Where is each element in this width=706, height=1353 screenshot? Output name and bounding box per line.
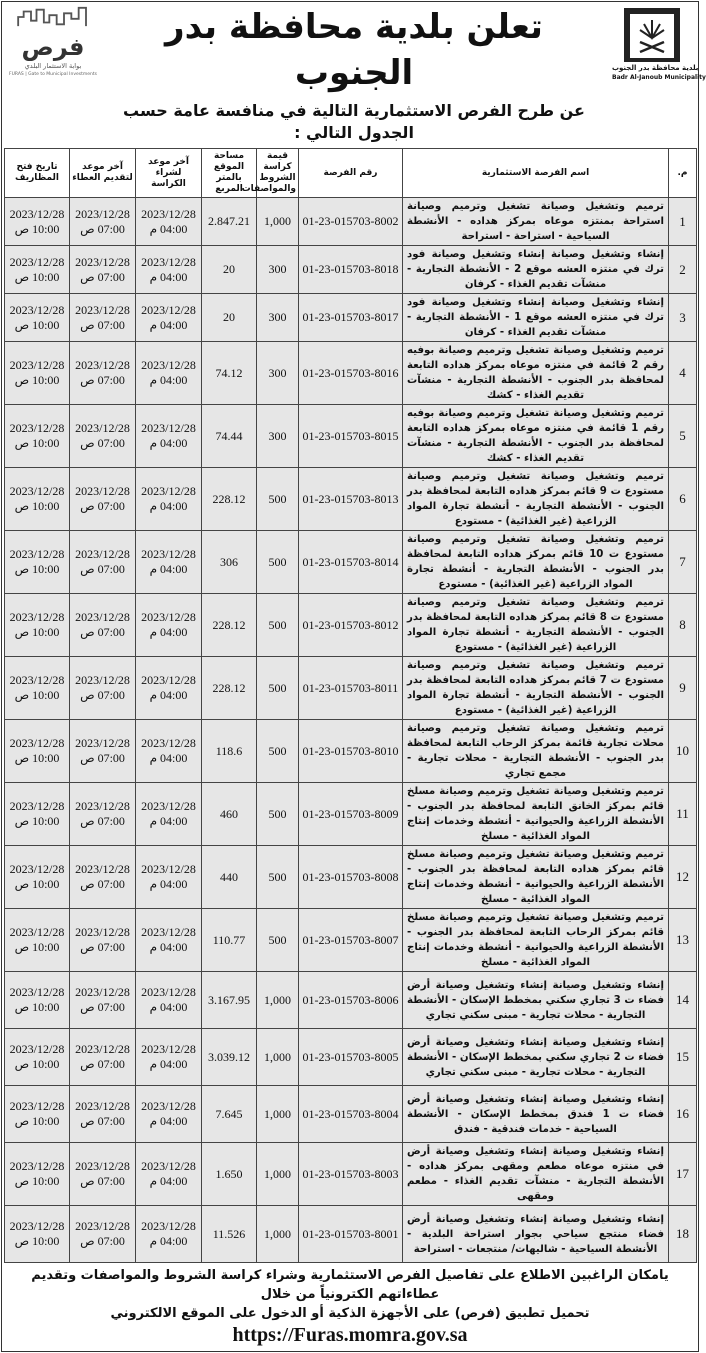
submit-deadline [70,783,136,846]
buy-deadline [136,531,202,594]
site-area: 20 [202,294,257,342]
opportunity-number: 01-23-015703-8008 [299,846,403,909]
submit-deadline-time: 07:00 ص [80,877,125,891]
submit-deadline [70,1086,136,1143]
buy-deadline-date: 2023/12/28 [141,484,196,498]
buy-deadline-time: 04:00 م [149,317,188,332]
booklet-fee: 1,000 [257,1029,299,1086]
row-index: 6 [669,468,697,531]
submit-deadline-date: 2023/12/28 [75,799,130,813]
buy-deadline [136,972,202,1029]
submit-deadline-date: 2023/12/28 [75,1099,130,1113]
opportunities-table [4,148,697,1263]
opening-date-date: 2023/12/28 [9,484,65,498]
submit-deadline [70,405,136,468]
opening-date [5,531,70,594]
buy-deadline-date: 2023/12/28 [141,985,196,999]
table-row [5,1029,697,1086]
opening-date-date: 2023/12/28 [9,254,65,269]
row-index: 16 [669,1086,697,1143]
opening-date-date: 2023/12/28 [9,1159,65,1173]
header-buy-deadline: آخر موعد لشراء الكراسة [136,149,202,198]
table-row [5,246,697,294]
opportunity-number: 01-23-015703-8017 [299,294,403,342]
submit-deadline-date: 2023/12/28 [75,358,130,372]
opening-date-date: 2023/12/28 [9,736,65,750]
buy-deadline-time: 04:00 م [149,1174,188,1188]
buy-deadline-time: 04:00 م [149,499,188,513]
table-row [5,783,697,846]
opening-date-date: 2023/12/28 [9,925,65,939]
saudi-emblem-icon [622,6,682,64]
site-area: 3.167.95 [202,972,257,1029]
opportunity-name: ترميم وتشغيل وصيانة تشغيل وترميم وصيانة مستودع ت 9 قائم بمركز هداده التابعة لمحافظة بدر الجنوب - الأنشطة التجارية - أنشطة تجارة المواد الزراعية (غير الغذائية) - مستودع [403,468,669,531]
submit-deadline-date: 2023/12/28 [75,610,130,624]
submit-deadline-time: 07:00 ص [80,1000,125,1014]
buy-deadline [136,657,202,720]
buy-deadline [136,783,202,846]
header-index: م. [669,149,697,198]
table-row [5,909,697,972]
submit-deadline [70,972,136,1029]
opening-date-date: 2023/12/28 [9,610,65,624]
buy-deadline-time: 04:00 م [149,751,188,765]
buy-deadline [136,246,202,294]
site-area: 1.650 [202,1143,257,1206]
opening-date-time: 10:00 ص [14,940,60,954]
footer-line-2: تحميل تطبيق (فرص) على الأجهزة الذكية أو الدخول على الموقع الالكتروني [110,1306,590,1321]
advertisement-frame [1,1,706,1352]
submit-deadline-time: 07:00 ص [80,269,125,284]
opening-date-time: 10:00 ص [14,1000,60,1014]
submit-deadline-time: 07:00 ص [80,814,125,828]
buy-deadline-date: 2023/12/28 [141,610,196,624]
header-number: رقم الفرصة [299,149,403,198]
opening-date-date: 2023/12/28 [9,673,65,687]
site-area: 228.12 [202,594,257,657]
buy-deadline [136,342,202,405]
opening-date [5,846,70,909]
table-row [5,1086,697,1143]
opening-date-date: 2023/12/28 [9,1042,65,1056]
opening-date [5,720,70,783]
row-index: 2 [669,246,697,294]
booklet-fee: 1,000 [257,972,299,1029]
opportunity-number: 01-23-015703-8015 [299,405,403,468]
booklet-fee: 1,000 [257,1206,299,1263]
row-index: 4 [669,342,697,405]
submit-deadline-date: 2023/12/28 [75,862,130,876]
opening-date-time: 10:00 ص [14,814,60,828]
opportunity-name: ترميم وتشغيل وصيانة تشغيل وترميم وصيانة مسلخ قائم بمركز هداده التابعة لمحافظة بدر الجنوب - الأنشطة الزراعية والحيوانية - أنشطة وخدمات إنتاج المواد الغذائية - مسلخ [403,846,669,909]
opening-date [5,972,70,1029]
opportunity-name: ترميم وتشغيل وصيانة تشغيل وترميم وصيانة محلات تجارية قائمة بمركز الرحاب التابعة لمحافظة بدر الجنوب - الأنشطة التجارية - محلات تجارية - مجمع تجاري [403,720,669,783]
opening-date-date: 2023/12/28 [9,1219,65,1233]
buy-deadline [136,1086,202,1143]
buy-deadline-date: 2023/12/28 [141,673,196,687]
opening-date-time: 10:00 ص [14,436,60,450]
submit-deadline-time: 07:00 ص [80,751,125,765]
opening-date [5,1029,70,1086]
buy-deadline [136,1206,202,1263]
opportunity-name: إنشاء وتشغيل وصيانة إنشاء وتشغيل وصيانة أرض فضاء ت 2 تجاري سكني بمخطط الإسكان - الأنشطة التجارية - محلات تجارية - مبنى سكني تجاري [403,1029,669,1086]
opportunity-number: 01-23-015703-8014 [299,531,403,594]
footer [4,1266,696,1347]
submit-deadline [70,1206,136,1263]
booklet-fee: 500 [257,909,299,972]
opportunity-number: 01-23-015703-8013 [299,468,403,531]
submit-deadline-time: 07:00 ص [80,1057,125,1071]
buy-deadline [136,594,202,657]
opportunity-number: 01-23-015703-8009 [299,783,403,846]
opening-date-time: 10:00 ص [14,373,60,387]
furas-logo [6,6,100,78]
opening-date-date: 2023/12/28 [9,302,65,317]
booklet-fee: 500 [257,468,299,531]
opening-date [5,783,70,846]
submit-deadline-time: 07:00 ص [80,688,125,702]
buy-deadline-date: 2023/12/28 [141,799,196,813]
page-subtitle: عن طرح الفرص الاستثمارية التالية في منافسة عامة حسب الجدول التالي : [123,101,585,142]
table-row [5,468,697,531]
buy-deadline-time: 04:00 م [149,877,188,891]
header [4,4,706,148]
booklet-fee: 500 [257,531,299,594]
submit-deadline-time: 07:00 ص [80,317,125,332]
opportunity-number: 01-23-015703-8011 [299,657,403,720]
booklet-fee: 1,000 [257,1086,299,1143]
booklet-fee: 300 [257,246,299,294]
submit-deadline [70,846,136,909]
opening-date-date: 2023/12/28 [9,985,65,999]
opening-date [5,198,70,246]
opening-date-date: 2023/12/28 [9,862,65,876]
row-index: 3 [669,294,697,342]
opening-date-time: 10:00 ص [14,751,60,765]
buy-deadline-time: 04:00 م [149,688,188,702]
opportunity-name: ترميم وتشغيل وصيانة تشغيل وترميم وصيانة استراحة بمنتزه موعاه بمركز هداده - الأنشطة السياحية - استراحة - استراحة [403,198,669,246]
buy-deadline [136,720,202,783]
site-area: 460 [202,783,257,846]
opportunity-number: 01-23-015703-8012 [299,594,403,657]
submit-deadline-time: 07:00 ص [80,1114,125,1128]
row-index: 9 [669,657,697,720]
row-index: 14 [669,972,697,1029]
buy-deadline-time: 04:00 م [149,436,188,450]
submit-deadline-date: 2023/12/28 [75,484,130,498]
furas-caption-ar: بوابة الاستثمار البلدي [24,62,82,70]
site-area: 228.12 [202,468,257,531]
buy-deadline-time: 04:00 م [149,625,188,639]
submit-deadline-date: 2023/12/28 [75,1159,130,1173]
header-fee: قيمة كراسة الشروط والمواصفات [257,149,299,198]
buy-deadline-date: 2023/12/28 [141,547,196,561]
table-row [5,594,697,657]
table-row [5,972,697,1029]
opening-date-time: 10:00 ص [14,499,60,513]
submit-deadline-time: 07:00 ص [80,436,125,450]
submit-deadline-time: 07:00 ص [80,221,125,236]
opening-date [5,1143,70,1206]
buy-deadline-date: 2023/12/28 [141,1099,196,1113]
table-header-row [5,149,697,198]
site-area: 306 [202,531,257,594]
table-row [5,1143,697,1206]
buy-deadline-date: 2023/12/28 [141,925,196,939]
submit-deadline [70,342,136,405]
site-area: 7.645 [202,1086,257,1143]
site-area: 228.12 [202,657,257,720]
table-row [5,531,697,594]
opening-date-time: 10:00 ص [14,1234,60,1248]
booklet-fee: 500 [257,720,299,783]
submit-deadline-date: 2023/12/28 [75,736,130,750]
row-index: 15 [669,1029,697,1086]
header-submit-deadline: آخر موعد لتقديم العطاء [70,149,136,198]
submit-deadline-time: 07:00 ص [80,499,125,513]
opportunity-number: 01-23-015703-8001 [299,1206,403,1263]
buy-deadline-date: 2023/12/28 [141,736,196,750]
website-link[interactable]: https://Furas.momra.gov.sa [232,1324,468,1346]
booklet-fee: 500 [257,783,299,846]
opportunity-number: 01-23-015703-8018 [299,246,403,294]
opportunity-number: 01-23-015703-8007 [299,909,403,972]
page-title: تعلن بلدية محافظة بدر الجنوب [165,7,543,93]
opportunity-name: ترميم وتشغيل وصيانة تشغيل وترميم وصيانة مستودع ت 7 قائم بمركز هداده التابعة لمحافظة بدر الجنوب - الأنشطة التجارية - أنشطة تجارة المواد الزراعية (غير الغذائية) - مستودع [403,657,669,720]
submit-deadline-time: 07:00 ص [80,1234,125,1248]
opening-date [5,246,70,294]
row-index: 13 [669,909,697,972]
opportunity-number: 01-23-015703-8005 [299,1029,403,1086]
opportunity-name: ترميم وتشغيل وصيانة تشغيل وترميم وصيانة بوفيه رقم 1 قائمة في منتزه موعاه بمركز هداده التابعة لمحافظة بدر الجنوب - الأنشطة التجارية - منشآت تقديم الغذاء - كشك [403,405,669,468]
booklet-fee: 500 [257,594,299,657]
submit-deadline-date: 2023/12/28 [75,925,130,939]
buy-deadline-date: 2023/12/28 [141,358,196,372]
buy-deadline-time: 04:00 م [149,940,188,954]
row-index: 1 [669,198,697,246]
buy-deadline-date: 2023/12/28 [141,421,196,435]
opening-date-time: 10:00 ص [14,562,60,576]
buy-deadline-date: 2023/12/28 [141,862,196,876]
booklet-fee: 1,000 [257,1143,299,1206]
opportunity-name: إنشاء وتشغيل وصيانة إنشاء وتشغيل وصيانة فود ترك في منتزه العشه موقع 2 - الأنشطة التجارية - منشآت تقديم الغذاء - كرفان [403,246,669,294]
opening-date [5,1206,70,1263]
site-area: 74.44 [202,405,257,468]
opening-date-time: 10:00 ص [14,625,60,639]
table-row [5,657,697,720]
footer-line-1: يامكان الراغبين الاطلاع على تفاصيل الفرص الاستثمارية وشراء كراسة الشروط والمواصفات وتقديم عطاءاتهم الكترونياً من خلال [31,1268,669,1302]
opportunity-number: 01-23-015703-8016 [299,342,403,405]
table-row [5,198,697,246]
opening-date-time: 10:00 ص [14,877,60,891]
buy-deadline-date: 2023/12/28 [141,1219,196,1233]
submit-deadline-date: 2023/12/28 [75,421,130,435]
buy-deadline-date: 2023/12/28 [141,254,196,269]
header-name: اسم الفرصة الاستثمارية [403,149,669,198]
submit-deadline [70,198,136,246]
skyline-icon [13,6,93,28]
site-area: 2.847.21 [202,198,257,246]
opening-date-date: 2023/12/28 [9,1099,65,1113]
opportunity-name: إنشاء وتشغيل وصيانة إنشاء وتشغيل وصيانة أرض فضاء منتجع سياحي بجوار استراحة البلدية - الأنشطة السياحية - شاليهات/ منتجعات - استراحة [403,1206,669,1263]
opportunity-number: 01-23-015703-8003 [299,1143,403,1206]
row-index: 17 [669,1143,697,1206]
buy-deadline-date: 2023/12/28 [141,1042,196,1056]
table-row [5,720,697,783]
submit-deadline [70,468,136,531]
site-area: 11.526 [202,1206,257,1263]
opening-date-date: 2023/12/28 [9,799,65,813]
buy-deadline-date: 2023/12/28 [141,1159,196,1173]
row-index: 5 [669,405,697,468]
opportunity-number: 01-23-015703-8002 [299,198,403,246]
buy-deadline [136,198,202,246]
buy-deadline-time: 04:00 م [149,373,188,387]
buy-deadline-time: 04:00 م [149,221,188,236]
opening-date-time: 10:00 ص [14,1057,60,1071]
submit-deadline-time: 07:00 ص [80,373,125,387]
header-area: مساحة الموقع بالمتر المربع [202,149,257,198]
opportunity-number: 01-23-015703-8006 [299,972,403,1029]
submit-deadline [70,531,136,594]
opening-date [5,909,70,972]
row-index: 11 [669,783,697,846]
submit-deadline-time: 07:00 ص [80,625,125,639]
opportunity-name: ترميم وتشغيل وصيانة تشغيل وترميم وصيانة بوفيه رقم 2 قائمة في منتزه موعاه بمركز هداده التابعة لمحافظة بدر الجنوب - الأنشطة التجارية - منشآت تقديم الغذاء - كشك [403,342,669,405]
opportunity-name: إنشاء وتشغيل وصيانة إنشاء وتشغيل وصيانة أرض فضاء ت 1 فندق بمخطط الإسكان - الأنشطة السياحية - خدمات فندقية - فندق [403,1086,669,1143]
row-index: 8 [669,594,697,657]
submit-deadline-date: 2023/12/28 [75,254,130,269]
opportunity-name: إنشاء وتشغيل وصيانة إنشاء وتشغيل وصيانة أرض في منتزه موعاه مطعم ومقهى بمركز هداده - الأنشطة التجارية - منشآت تقديم الغذاء - مطعم ومقهى [403,1143,669,1206]
opportunity-name: إنشاء وتشغيل وصيانة إنشاء وتشغيل وصيانة أرض فضاء ت 3 تجاري سكني بمخطط الإسكان - الأنشطة التجارية - محلات تجارية - مبنى سكني تجاري [403,972,669,1029]
buy-deadline [136,294,202,342]
opening-date-time: 10:00 ص [14,317,60,332]
booklet-fee: 500 [257,846,299,909]
row-index: 7 [669,531,697,594]
buy-deadline [136,846,202,909]
booklet-fee: 300 [257,294,299,342]
opening-date [5,1086,70,1143]
site-area: 20 [202,246,257,294]
opportunity-name: ترميم وتشغيل وصيانة تشغيل وترميم وصيانة مستودع ت 8 قائم بمركز هداده التابعة لمحافظة بدر الجنوب - الأنشطة التجارية - أنشطة تجارة المواد الزراعية (غير الغذائية) - مستودع [403,594,669,657]
submit-deadline-date: 2023/12/28 [75,547,130,561]
site-area: 110.77 [202,909,257,972]
buy-deadline-time: 04:00 م [149,269,188,284]
submit-deadline [70,246,136,294]
opening-date-date: 2023/12/28 [9,358,65,372]
submit-deadline-time: 07:00 ص [80,1174,125,1188]
submit-deadline [70,1143,136,1206]
submit-deadline-date: 2023/12/28 [75,1219,130,1233]
row-index: 12 [669,846,697,909]
opening-date-time: 10:00 ص [14,269,60,284]
furas-logo-text: فرص [21,33,85,61]
buy-deadline [136,1143,202,1206]
buy-deadline-date: 2023/12/28 [141,302,196,317]
furas-caption-en: FURAS | Gate to Municipal Investments [9,72,97,77]
booklet-fee: 300 [257,405,299,468]
row-index: 10 [669,720,697,783]
submit-deadline-date: 2023/12/28 [75,673,130,687]
submit-deadline [70,1029,136,1086]
table-body [5,198,697,1263]
opening-date-date: 2023/12/28 [9,421,65,435]
table-row [5,846,697,909]
booklet-fee: 500 [257,657,299,720]
municipality-caption-en: Badr Al-Janoub Municipality [612,74,706,81]
buy-deadline-time: 04:00 م [149,562,188,576]
opportunity-number: 01-23-015703-8004 [299,1086,403,1143]
opening-date-time: 10:00 ص [14,221,60,236]
opening-date [5,342,70,405]
buy-deadline [136,1029,202,1086]
opportunity-number: 01-23-015703-8010 [299,720,403,783]
opening-date-date: 2023/12/28 [9,547,65,561]
booklet-fee: 1,000 [257,198,299,246]
buy-deadline [136,468,202,531]
buy-deadline [136,909,202,972]
header-opening: تاريخ فتح المظاريف [5,149,70,198]
buy-deadline-time: 04:00 م [149,1234,188,1248]
table-row [5,294,697,342]
buy-deadline-time: 04:00 م [149,814,188,828]
municipality-caption-ar: بلدية محافظة بدر الجنوب [612,64,699,72]
opening-date [5,294,70,342]
site-area: 118.6 [202,720,257,783]
municipality-logo [612,6,706,82]
site-area: 74.12 [202,342,257,405]
opening-date-time: 10:00 ص [14,1174,60,1188]
site-area: 440 [202,846,257,909]
opening-date-time: 10:00 ص [14,1114,60,1128]
opening-date-date: 2023/12/28 [9,206,65,221]
buy-deadline-date: 2023/12/28 [141,206,196,221]
opportunity-name: ترميم وتشغيل وصيانة تشغيل وترميم وصيانة مسلخ قائم بمركز الرحاب التابعة لمحافظة بدر الجنوب - الأنشطة الزراعية والحيوانية - أنشطة وخدمات إنتاج المواد الغذائية - مسلخ [403,909,669,972]
site-area: 3.039.12 [202,1029,257,1086]
row-index: 18 [669,1206,697,1263]
buy-deadline-time: 04:00 م [149,1000,188,1014]
table-row [5,342,697,405]
submit-deadline [70,594,136,657]
submit-deadline-date: 2023/12/28 [75,985,130,999]
buy-deadline-time: 04:00 م [149,1057,188,1071]
booklet-fee: 300 [257,342,299,405]
submit-deadline [70,657,136,720]
submit-deadline [70,720,136,783]
buy-deadline-time: 04:00 م [149,1114,188,1128]
opening-date [5,594,70,657]
opening-date [5,405,70,468]
opening-date [5,657,70,720]
table-row [5,1206,697,1263]
opportunity-name: ترميم وتشغيل وصيانة تشغيل وترميم وصيانة مستودع ت 10 قائم بمركز هداده التابعة لمحافظة بدر الجنوب - الأنشطة التجارية - أنشطة تجارة المواد الزراعية (غير الغذائية) - مستودع [403,531,669,594]
submit-deadline-time: 07:00 ص [80,940,125,954]
opening-date-time: 10:00 ص [14,688,60,702]
submit-deadline-time: 07:00 ص [80,562,125,576]
submit-deadline [70,294,136,342]
submit-deadline [70,909,136,972]
buy-deadline [136,405,202,468]
opportunity-name: ترميم وتشغيل وصيانة تشغيل وترميم وصيانة مسلخ قائم بمركز الخانق التابعة لمحافظة بدر الجنوب - الأنشطة الزراعية والحيوانية - أنشطة وخدمات إنتاج المواد الغذائية - مسلخ [403,783,669,846]
submit-deadline-date: 2023/12/28 [75,302,130,317]
opportunity-name: إنشاء وتشغيل وصيانة إنشاء وتشغيل وصيانة فود ترك في منتزه العشه موقع 1 - الأنشطة التجارية - منشآت تقديم الغذاء - كرفان [403,294,669,342]
opening-date [5,468,70,531]
submit-deadline-date: 2023/12/28 [75,206,130,221]
submit-deadline-date: 2023/12/28 [75,1042,130,1056]
table-row [5,405,697,468]
